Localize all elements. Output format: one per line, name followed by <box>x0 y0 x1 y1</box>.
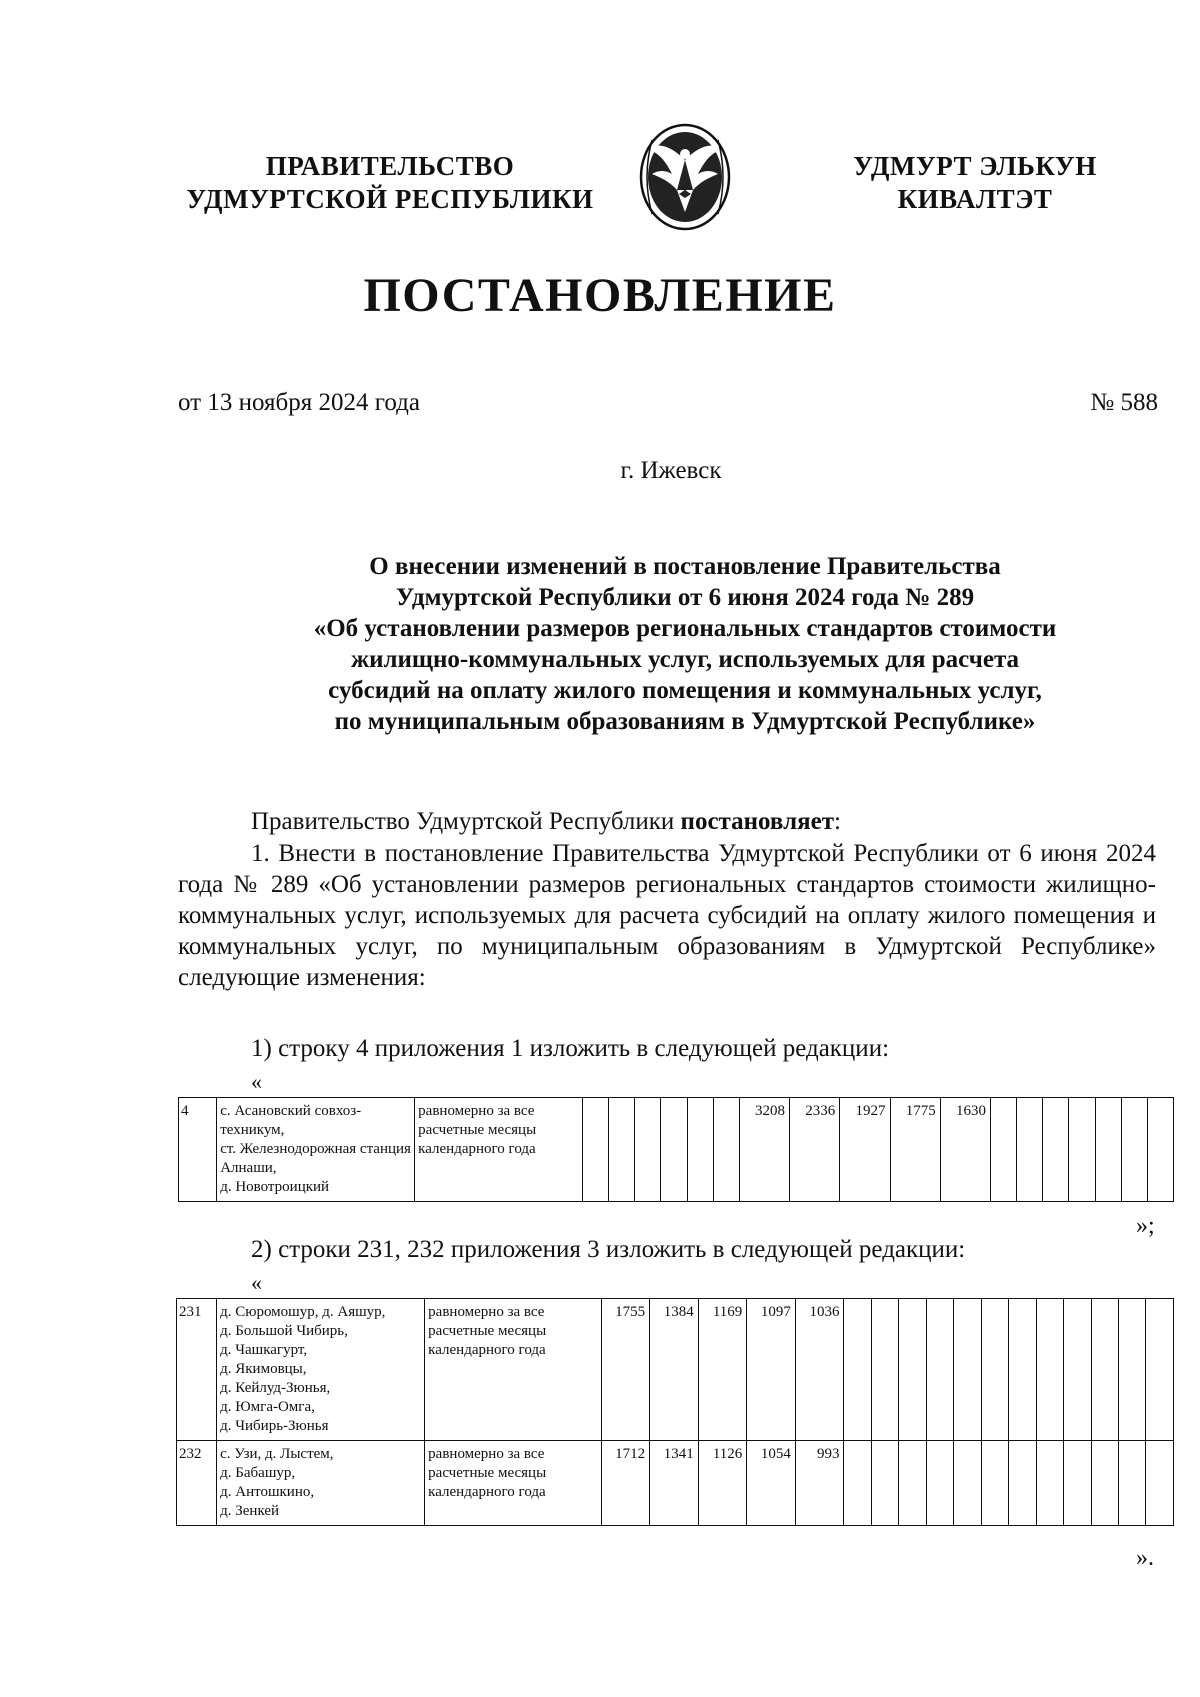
value-cell: 1775 <box>890 1098 940 1202</box>
title-line: О внесении изменений в постановление Правительства <box>369 553 1001 580</box>
document-date: от 13 ноября 2024 года <box>178 389 420 416</box>
method-cell: равномерно за все расчетные месяцы календарного года <box>425 1299 601 1441</box>
close-quote-2: ». <box>1136 1545 1154 1571</box>
value-cell <box>661 1098 687 1202</box>
value-cell <box>1118 1299 1145 1441</box>
value-cell: 2336 <box>790 1098 840 1202</box>
table-row <box>177 1299 1174 1441</box>
value-cell: 1712 <box>601 1441 650 1526</box>
value-cell <box>609 1098 635 1202</box>
table-row <box>177 1441 1174 1526</box>
value-cell: 1126 <box>698 1441 747 1526</box>
government-name-ru <box>170 150 610 216</box>
row-index-cell: 232 <box>177 1441 217 1526</box>
value-cell <box>1064 1299 1091 1441</box>
value-cell: 1036 <box>795 1299 844 1441</box>
document-city: г. Ижевск <box>620 457 722 484</box>
document-number: № 588 <box>1090 389 1158 416</box>
method-cell: равномерно за все расчетные месяцы календарного года <box>415 1098 583 1202</box>
value-cell <box>844 1299 871 1441</box>
value-cell <box>991 1098 1017 1202</box>
value-cell <box>981 1299 1008 1441</box>
government-name-ru-line1: ПРАВИТЕЛЬСТВО <box>265 151 515 181</box>
method-cell: равномерно за все расчетные месяцы календарного года <box>425 1441 601 1526</box>
settlement-cell: с. Узи, д. Лыстем, д. Бабашур, д. Антошкино, д. Зенкей <box>217 1441 425 1526</box>
value-cell: 1755 <box>601 1299 650 1441</box>
title-line: субсидий на оплату жилого помещения и коммунальных услуг, <box>328 677 1042 704</box>
value-cell <box>899 1299 926 1441</box>
government-name-udm-line1: УДМУРТ ЭЛЬКУН <box>853 151 1097 181</box>
value-cell <box>1091 1299 1118 1441</box>
value-cell <box>1017 1098 1043 1202</box>
intro-paragraph <box>178 806 1156 837</box>
row-index-cell: 4 <box>179 1098 217 1202</box>
value-cell <box>1009 1441 1036 1526</box>
value-cell <box>1064 1441 1091 1526</box>
title-line: жилищно-коммунальных услуг, используемых для расчета <box>350 646 1020 673</box>
value-cell <box>583 1098 609 1202</box>
title-line: Удмуртской Республики от 6 июня 2024 года № 289 <box>395 584 975 611</box>
table-appendix-3 <box>176 1298 1174 1526</box>
value-cell <box>1036 1299 1063 1441</box>
value-cell <box>926 1299 953 1441</box>
value-cell <box>1043 1098 1069 1202</box>
value-cell <box>1121 1098 1147 1202</box>
value-cell <box>1118 1441 1145 1526</box>
open-quote-2: « <box>251 1270 262 1295</box>
value-cell <box>1069 1098 1095 1202</box>
value-cell: 1169 <box>698 1299 747 1441</box>
close-quote-1: »; <box>1136 1213 1155 1239</box>
value-cell <box>1091 1441 1118 1526</box>
government-name-ru-line2: УДМУРТСКОЙ РЕСПУБЛИКИ <box>186 184 594 214</box>
title-line: по муниципальным образованиям в Удмуртской Республике» <box>334 708 1036 735</box>
government-name-udm-line2: КИВАЛТЭТ <box>897 184 1053 214</box>
value-cell: 1384 <box>650 1299 699 1441</box>
value-cell <box>1146 1441 1174 1526</box>
subpoint-2: 2) строки 231, 232 приложения 3 изложить в следующей редакции: <box>251 1236 966 1263</box>
value-cell <box>871 1441 898 1526</box>
value-cell: 1927 <box>840 1098 890 1202</box>
value-cell: 1341 <box>650 1441 699 1526</box>
table-appendix-1 <box>178 1097 1174 1202</box>
settlement-cell: д. Сюромошур, д. Аяшур, д. Большой Чибирь, д. Чашкагурт, д. Якимовцы, д. Кейлуд-Зюнья, д. Юмга-Омга, д. Чибирь-Зюнья <box>217 1299 425 1441</box>
value-cell: 1097 <box>747 1299 796 1441</box>
value-cell: 993 <box>795 1441 844 1526</box>
paragraph-1: 1. Внести в постановление Правительства Удмуртской Республики от 6 июня 2024 года № 289 «Об установлении размеров региональных стандартов стоимости жилищно-коммунальных услуг, используемых для расчета субсидий на оплату жилого помещения и коммунальных услуг, по муниципальным образованиям в Удмуртской Республике» следующие изменения: <box>178 840 1156 991</box>
value-cell <box>1095 1098 1121 1202</box>
value-cell <box>687 1098 713 1202</box>
document-type: ПОСТАНОВЛЕНИЕ <box>363 269 837 322</box>
value-cell <box>954 1441 981 1526</box>
subpoint-1: 1) строку 4 приложения 1 изложить в следующей редакции: <box>251 1035 890 1062</box>
settlement-cell: с. Асановский совхоз-техникум, ст. Железнодорожная станция Алнаши, д. Новотроицкий <box>217 1098 415 1202</box>
intro-bold-text: постановляет <box>680 808 835 835</box>
value-cell <box>981 1441 1008 1526</box>
value-cell: 3208 <box>739 1098 789 1202</box>
open-quote-1: « <box>251 1069 262 1094</box>
value-cell <box>1146 1299 1174 1441</box>
title-line: «Об установлении размеров региональных стандартов стоимости <box>313 615 1057 642</box>
value-cell <box>713 1098 739 1202</box>
intro-colon: : <box>834 808 841 835</box>
value-cell <box>1036 1441 1063 1526</box>
value-cell <box>844 1441 871 1526</box>
value-cell <box>899 1441 926 1526</box>
value-cell <box>926 1441 953 1526</box>
value-cell <box>635 1098 661 1202</box>
value-cell <box>1147 1098 1173 1202</box>
row-index-cell: 231 <box>177 1299 217 1441</box>
value-cell: 1630 <box>940 1098 990 1202</box>
document-title <box>180 551 1190 737</box>
value-cell: 1054 <box>747 1441 796 1526</box>
intro-text: Правительство Удмуртской Республики <box>251 808 681 835</box>
coat-of-arms-emblem-icon <box>630 120 740 235</box>
government-name-udm <box>805 150 1145 216</box>
value-cell <box>871 1299 898 1441</box>
value-cell <box>1009 1299 1036 1441</box>
table-row <box>179 1098 1174 1202</box>
value-cell <box>954 1299 981 1441</box>
